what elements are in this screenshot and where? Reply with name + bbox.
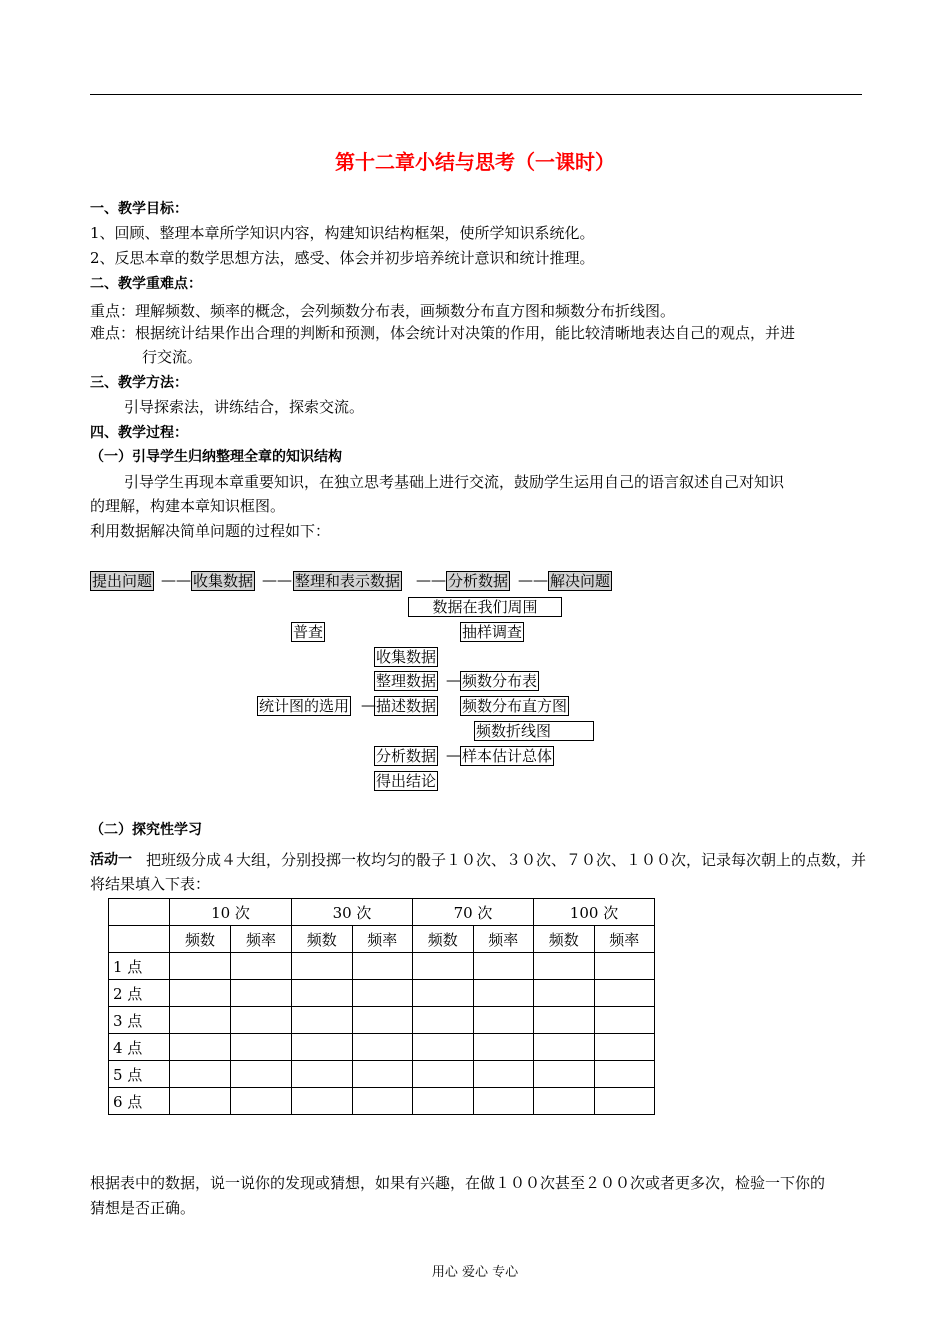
table-cell[interactable] [170,1061,231,1088]
table-cell[interactable] [413,1061,474,1088]
section-heading-method: 三、教学方法： [90,375,188,391]
diagram-histogram: 频数分布直方图 [462,697,568,715]
flow-step-solve: 解决问题 [550,572,611,590]
diagram-sampling: 抽样调查 [462,623,523,641]
table-cell[interactable] [594,953,655,980]
table-cell[interactable] [594,1007,655,1034]
table-cell[interactable] [534,1088,595,1115]
table-cell[interactable] [352,1034,413,1061]
table-cell[interactable] [292,980,353,1007]
table-cell[interactable] [534,980,595,1007]
section-heading-goals: 一、教学目标： [90,201,188,217]
diagram-chart-choice: 统计图的选用 [259,697,350,715]
table-cell[interactable] [170,1034,231,1061]
diagram-collect-data: 收集数据 [376,648,437,666]
flow-connector: —— [161,571,191,589]
goal-line-2: 2、反思本章的数学思想方法，感受、体会并初步培养统计意识和统计推理。 [90,249,595,267]
row-label: 2 点 [109,980,170,1007]
header-rule [90,94,862,95]
flow-connector: —— [262,571,292,589]
diagram-frequency-table: 频数分布表 [462,672,538,690]
table-cell[interactable] [473,980,534,1007]
activity-text-line-2: 将结果填入下表： [90,875,211,893]
table-cell[interactable] [292,953,353,980]
table-cell[interactable] [352,1088,413,1115]
table-cell[interactable] [413,1034,474,1061]
flow-connector: —— [416,571,446,589]
section-heading-focus: 二、教学重难点： [90,276,202,292]
table-subheader-freq: 频数 [292,926,353,953]
table-cell[interactable] [170,1088,231,1115]
method-text: 引导探索法，讲练结合，探索交流。 [124,398,365,416]
subsection-heading-structure: （一）引导学生归纳整理全章的知识结构 [90,449,342,465]
row-label: 1 点 [109,953,170,980]
table-subheader-rate: 频率 [352,926,413,953]
row-label: 5 点 [109,1061,170,1088]
structure-paragraph-line-2: 的理解，构建本章知识框图。 [90,497,286,515]
difficulty-line-2: 行交流。 [142,348,203,366]
structure-paragraph-line-1: 引导学生再现本章重要知识，在独立思考基础上进行交流，鼓励学生运用自己的语言叙述自己对知识 [124,473,785,491]
diagram-frequency-polygon: 频数折线图 [474,721,594,741]
table-cell[interactable] [413,953,474,980]
subsection-heading-explore: （二）探究性学习 [90,822,202,838]
diagram-link: — [446,746,461,764]
row-label: 3 点 [109,1007,170,1034]
table-header-10: 10 次 [170,899,292,926]
dice-frequency-table [108,898,655,1115]
table-cell[interactable] [534,1007,595,1034]
table-cell[interactable] [231,953,292,980]
diagram-describe-data: 描述数据 [376,697,437,715]
table-cell[interactable] [292,1034,353,1061]
diagram-sample-estimate: 样本估计总体 [462,747,553,765]
table-cell[interactable] [292,1007,353,1034]
table-cell[interactable] [170,1007,231,1034]
table-cell[interactable] [534,1034,595,1061]
closing-text-line-2: 猜想是否正确。 [90,1199,196,1217]
row-label: 6 点 [109,1088,170,1115]
table-row [109,1034,655,1061]
flow-connector: —— [518,571,548,589]
key-point: 重点：理解频数、频率的概念，会列频数分布表，画频数分布直方图和频数分布折线图。 [90,302,676,320]
difficulty-line-1: 难点：根据统计结果作出合理的判断和预测，体会统计对决策的作用，能比较清晰地表达自己的观点，并进 [90,324,796,342]
activity-label: 活动一 [90,852,132,868]
table-cell[interactable] [473,1061,534,1088]
table-cell[interactable] [534,1061,595,1088]
table-row [109,1061,655,1088]
table-cell[interactable] [231,1034,292,1061]
table-cell[interactable] [594,1088,655,1115]
table-cell[interactable] [231,1061,292,1088]
table-cell[interactable] [292,1088,353,1115]
table-cell[interactable] [231,980,292,1007]
table-header-100: 100 次 [534,899,655,926]
flow-step-collect: 收集数据 [193,572,254,590]
table-cell[interactable] [594,1034,655,1061]
table-row [109,1007,655,1034]
table-subheader-freq: 频数 [170,926,231,953]
table-row [109,953,655,980]
diagram-census: 普查 [293,623,324,641]
table-cell[interactable] [473,1007,534,1034]
table-header-70: 70 次 [413,899,534,926]
table-cell[interactable] [473,953,534,980]
flow-step-analyze: 分析数据 [448,572,509,590]
table-subheader-rate: 频率 [594,926,655,953]
table-subheader-freq: 频数 [534,926,595,953]
diagram-data-around-us: 数据在我们周围 [408,597,562,617]
flow-step-organize: 整理和表示数据 [295,572,401,590]
table-cell[interactable] [352,1007,413,1034]
closing-text-line-1: 根据表中的数据，说一说你的发现或猜想，如果有兴趣，在做１００次甚至２００次或者更多次，检验一下你的 [90,1174,826,1192]
flow-step-ask: 提出问题 [92,572,153,590]
activity-text-line-1: 把班级分成４大组，分别投掷一枚均匀的骰子１０次、３０次、７０次、１００次，记录每次朝上的点数，并 [146,851,867,869]
table-cell [109,926,170,953]
table-header-30: 30 次 [292,899,413,926]
table-cell[interactable] [413,980,474,1007]
table-subheader-freq: 频数 [413,926,474,953]
process-lead-text: 利用数据解决简单问题的过程如下： [90,522,331,540]
table-cell[interactable] [352,1061,413,1088]
diagram-analyze-data: 分析数据 [376,747,437,765]
page-title: 第十二章小结与思考（一课时） [335,150,615,174]
table-subheader-rate: 频率 [473,926,534,953]
table-row [109,1088,655,1115]
page-footer: 用心 爱心 专心 [431,1265,519,1280]
table-cell[interactable] [170,953,231,980]
table-corner-cell [109,899,170,926]
table-cell[interactable] [352,980,413,1007]
diagram-link: — [446,671,461,689]
diagram-conclusion: 得出结论 [376,772,437,790]
table-cell[interactable] [231,1088,292,1115]
goal-line-1: 1、回顾、整理本章所学知识内容，构建知识结构框架，使所学知识系统化。 [90,224,595,242]
table-cell[interactable] [594,980,655,1007]
table-cell[interactable] [473,1034,534,1061]
diagram-link: — [361,696,376,714]
table-cell[interactable] [231,1007,292,1034]
table-cell[interactable] [352,953,413,980]
diagram-organize-data: 整理数据 [376,672,437,690]
table-cell[interactable] [292,1061,353,1088]
row-label: 4 点 [109,1034,170,1061]
table-cell[interactable] [413,1007,474,1034]
table-cell[interactable] [534,953,595,980]
table-subheader-rate: 频率 [231,926,292,953]
table-cell[interactable] [413,1088,474,1115]
table-cell[interactable] [594,1061,655,1088]
table-cell[interactable] [473,1088,534,1115]
table-row [109,980,655,1007]
table-cell[interactable] [170,980,231,1007]
section-heading-process: 四、教学过程： [90,425,188,441]
